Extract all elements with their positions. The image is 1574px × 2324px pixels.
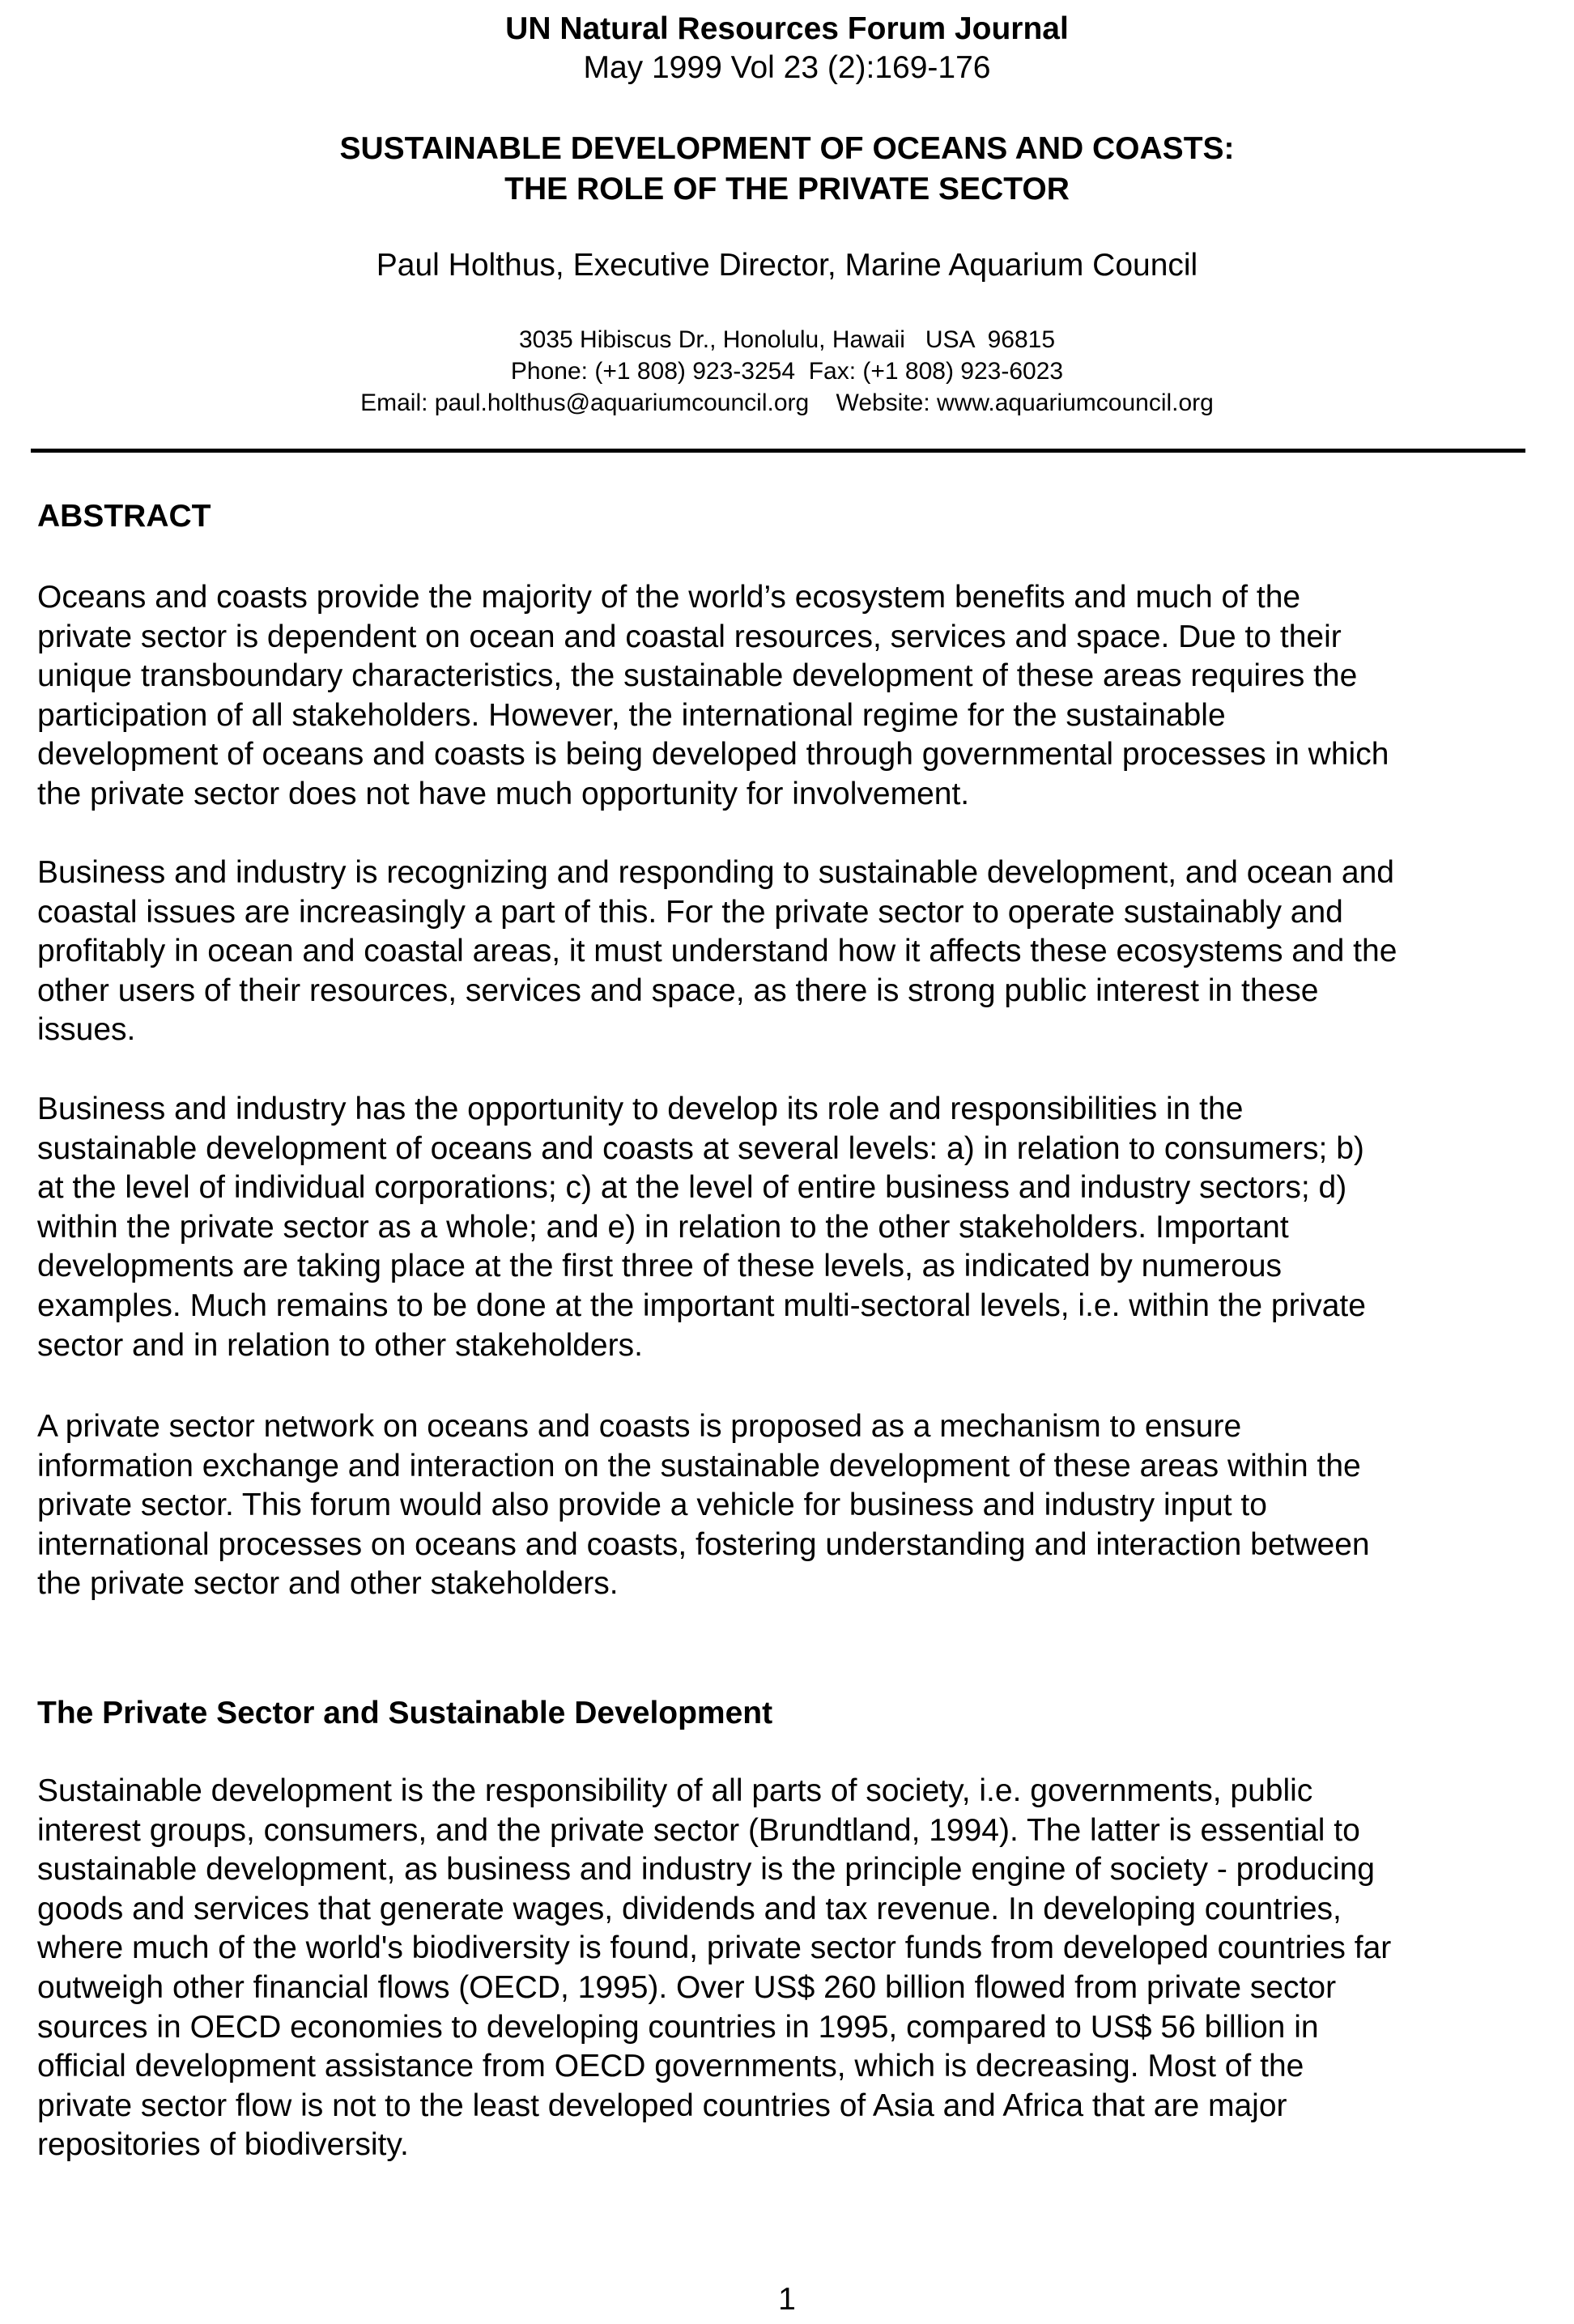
author-email-website: Email: paul.holthus@aquariumcouncil.org Website: www.aquariumcouncil.org (360, 389, 1214, 416)
abstract-paragraph: A private sector network on oceans and coasts is proposed as a mechanism to ensure information exchange and interaction on the sustainable development of these areas within the private sector. This forum would also provide a vehicle for business and industry input to international processes on oceans and coasts, fostering understanding and interaction between the private sector and other stakeholders. (37, 1409, 1370, 1602)
page-number: 1 (778, 2282, 796, 2317)
journal-issue: May 1999 Vol 23 (2):169-176 (583, 50, 991, 85)
section-heading: The Private Sector and Sustainable Development (37, 1696, 773, 1730)
journal-title: UN Natural Resources Forum Journal (505, 11, 1069, 46)
author-address: 3035 Hibiscus Dr., Honolulu, Hawaii USA 96815 (518, 326, 1056, 353)
abstract-heading: ABSTRACT (37, 499, 211, 534)
author-phone-fax: Phone: (+1 808) 923-3254 Fax: (+1 808) 923-6023 (510, 358, 1064, 385)
header-divider (31, 449, 1525, 453)
author-line: Paul Holthus, Executive Director, Marine Aquarium Council (376, 248, 1198, 283)
abstract-paragraph: Business and industry is recognizing and responding to sustainable development, and ocean and coastal issues are increasingly a part of this. For the private sector to operate sustainably and profitably in ocean and coastal areas, it must understand how it affects these ecosystems and the other users of their resources, services and space, as there is strong public interest in these issues. (37, 855, 1397, 1048)
paper-title-line-2: THE ROLE OF THE PRIVATE SECTOR (504, 172, 1070, 206)
paper-title-line-1: SUSTAINABLE DEVELOPMENT OF OCEANS AND COASTS: (339, 131, 1235, 166)
abstract-paragraph: Oceans and coasts provide the majority of the world’s ecosystem benefits and much of the private sector is dependent on ocean and coastal resources, services and space. Due to their unique transboundary characteristics, the sustainable development of these areas requires the participation of all stakeholders. However, the international regime for the sustainable development of oceans and coasts is being developed through governmental processes in which the private sector does not have much opportunity for involvement. (37, 580, 1389, 811)
abstract-paragraph: Business and industry has the opportunity to develop its role and responsibilities in the sustainable development of oceans and coasts at several levels: a) in relation to consumers; b) at the level of individual corporations; c) at the level of entire business and industry sectors; d) within the private sector as a whole; and e) in relation to the other stakeholders. Important developments are taking place at the first three of these levels, as indicated by numerous examples. Much remains to be done at the important multi-sectoral levels, i.e. within the private sector and in relation to other stakeholders. (37, 1092, 1366, 1363)
section-paragraph: Sustainable development is the responsibility of all parts of society, i.e. governments, public interest groups, consumers, and the private sector (Brundtland, 1994). The latter is essential to sustainable development, as business and industry is the principle engine of society - producing goods and services that generate wages, dividends and tax revenue. In developing countries, where much of the world's biodiversity is found, private sector funds from developed countries far outweigh other financial flows (OECD, 1995). Over US$ 260 billion flowed from private sector sources in OECD economies to developing countries in 1995, compared to US$ 56 billion in official development assistance from OECD governments, which is decreasing. Most of the private sector flow is not to the least developed countries of Asia and Africa that are major repositories of biodiversity. (37, 1773, 1392, 2163)
